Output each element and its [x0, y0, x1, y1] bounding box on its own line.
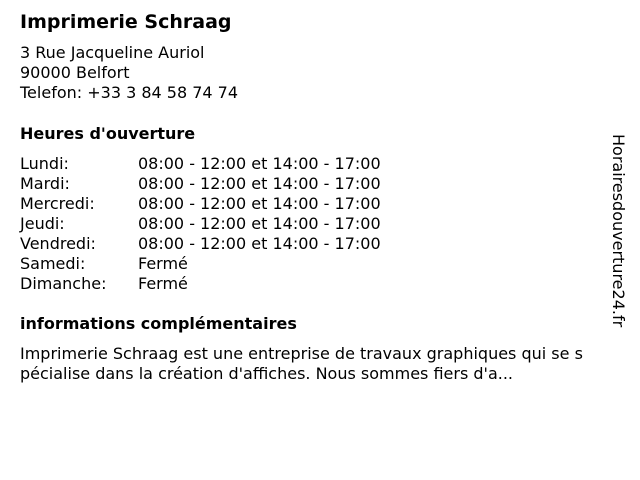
day-label: Samedi: [20, 254, 86, 273]
additional-info-text [20, 344, 632, 384]
opening-hours-title: Heures d'ouverture [20, 124, 196, 143]
day-label: Mercredi: [20, 194, 95, 213]
time-value: 08:00 - 12:00 et 14:00 - 17:00 [138, 154, 381, 173]
time-value: 08:00 - 12:00 et 14:00 - 17:00 [138, 174, 381, 193]
additional-info-line: pécialise dans la création d'affiches. Nous sommes fiers d'a... [20, 364, 514, 383]
address-street: 3 Rue Jacqueline Auriol [20, 43, 205, 62]
additional-info-title: informations complémentaires [20, 314, 297, 333]
time-value: 08:00 - 12:00 et 14:00 - 17:00 [138, 194, 381, 213]
time-value: Fermé [138, 274, 188, 293]
watermark-text: Horairesdouverture24.fr [609, 134, 628, 328]
time-value: Fermé [138, 254, 188, 273]
time-value: 08:00 - 12:00 et 14:00 - 17:00 [138, 234, 381, 253]
time-value: 08:00 - 12:00 et 14:00 - 17:00 [138, 214, 381, 233]
day-label: Dimanche: [20, 274, 107, 293]
day-label: Vendredi: [20, 234, 96, 253]
site-watermark [603, 134, 633, 344]
day-label: Lundi: [20, 154, 69, 173]
address-city: 90000 Belfort [20, 63, 130, 82]
additional-info-line: Imprimerie Schraag est une entreprise de travaux graphiques qui se s [20, 344, 583, 363]
business-name: Imprimerie Schraag [20, 11, 232, 33]
day-label: Jeudi: [20, 214, 65, 233]
day-label: Mardi: [20, 174, 70, 193]
phone-number[interactable]: Telefon: +33 3 84 58 74 74 [20, 83, 239, 102]
address-block [20, 43, 238, 103]
